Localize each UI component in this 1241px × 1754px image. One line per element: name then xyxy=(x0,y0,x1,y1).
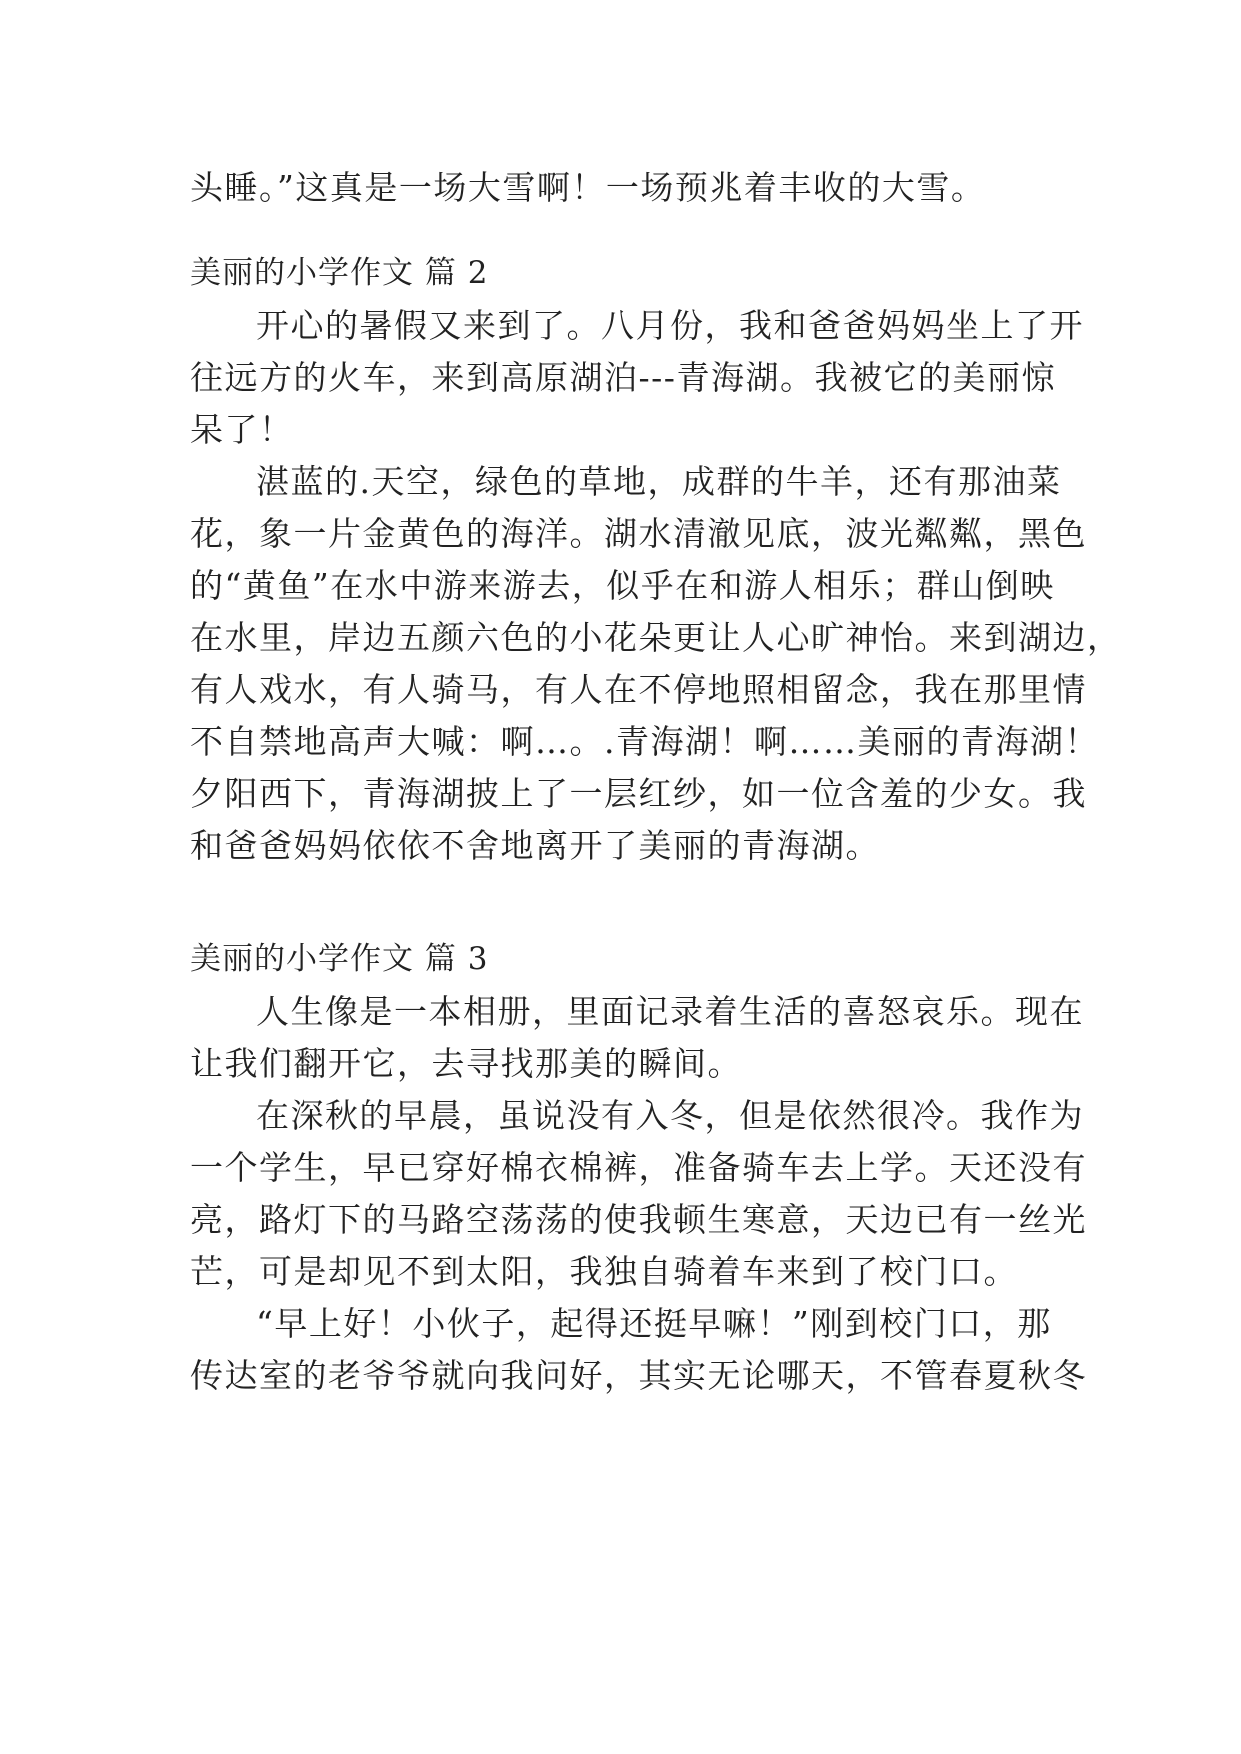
paragraph-line: 亮，路灯下的马路空荡荡的使我顿生寒意，天边已有一丝光 xyxy=(190,1200,1087,1239)
paragraph-line: 开心的暑假又来到了。八月份，我和爸爸妈妈坐上了开 xyxy=(256,306,1084,345)
paragraph-line: 一个学生，早已穿好棉衣棉裤，准备骑车去上学。天还没有 xyxy=(190,1148,1087,1187)
section-heading-3: 美丽的小学作文 篇 3 xyxy=(190,941,489,977)
paragraph-line: 人生像是一本相册，里面记录着生活的喜怒哀乐。现在 xyxy=(256,992,1084,1031)
paragraph-line: 在深秋的早晨，虽说没有入冬，但是依然很冷。我作为 xyxy=(256,1096,1084,1135)
paragraph-line: 往远方的火车，来到高原湖泊---青海湖。我被它的美丽惊 xyxy=(190,358,1056,397)
document-page xyxy=(190,0,1122,1754)
paragraph-line: 芒，可是却见不到太阳，我独自骑着车来到了校门口。 xyxy=(190,1252,1018,1291)
paragraph-line: 湛蓝的.天空，绿色的草地，成群的牛羊，还有那油菜 xyxy=(256,462,1062,501)
paragraph-line: 和爸爸妈妈依依不舍地离开了美丽的青海湖。 xyxy=(190,826,880,865)
paragraph-line: 呆了！ xyxy=(190,410,294,449)
paragraph-line: 让我们翻开它，去寻找那美的瞬间。 xyxy=(190,1044,742,1083)
paragraph-line: 传达室的老爷爷就向我问好，其实无论哪天，不管春夏秋冬 xyxy=(190,1356,1087,1395)
paragraph-line: 花，象一片金黄色的海洋。湖水清澈见底，波光粼粼，黑色 xyxy=(190,514,1087,553)
paragraph-line: 在水里，岸边五颜六色的小花朵更让人心旷神怡。来到湖边， xyxy=(190,618,1122,657)
paragraph-line: 有人戏水，有人骑马，有人在不停地照相留念，我在那里情 xyxy=(190,670,1087,709)
section-heading-2: 美丽的小学作文 篇 2 xyxy=(190,255,489,291)
paragraph-line: “早上好！小伙子，起得还挺早嘛！”刚到校门口，那 xyxy=(256,1304,1052,1343)
paragraph-line: 不自禁地高声大喊：啊…。.青海湖！啊……美丽的青海湖！ xyxy=(190,722,1099,761)
continuation-line: 头睡。”这真是一场大雪啊！一场预兆着丰收的大雪。 xyxy=(190,168,986,207)
paragraph-line: 的“黄鱼”在水中游来游去，似乎在和游人相乐；群山倒映 xyxy=(190,566,1055,605)
paragraph-line: 夕阳西下，青海湖披上了一层红纱，如一位含羞的少女。我 xyxy=(190,774,1087,813)
